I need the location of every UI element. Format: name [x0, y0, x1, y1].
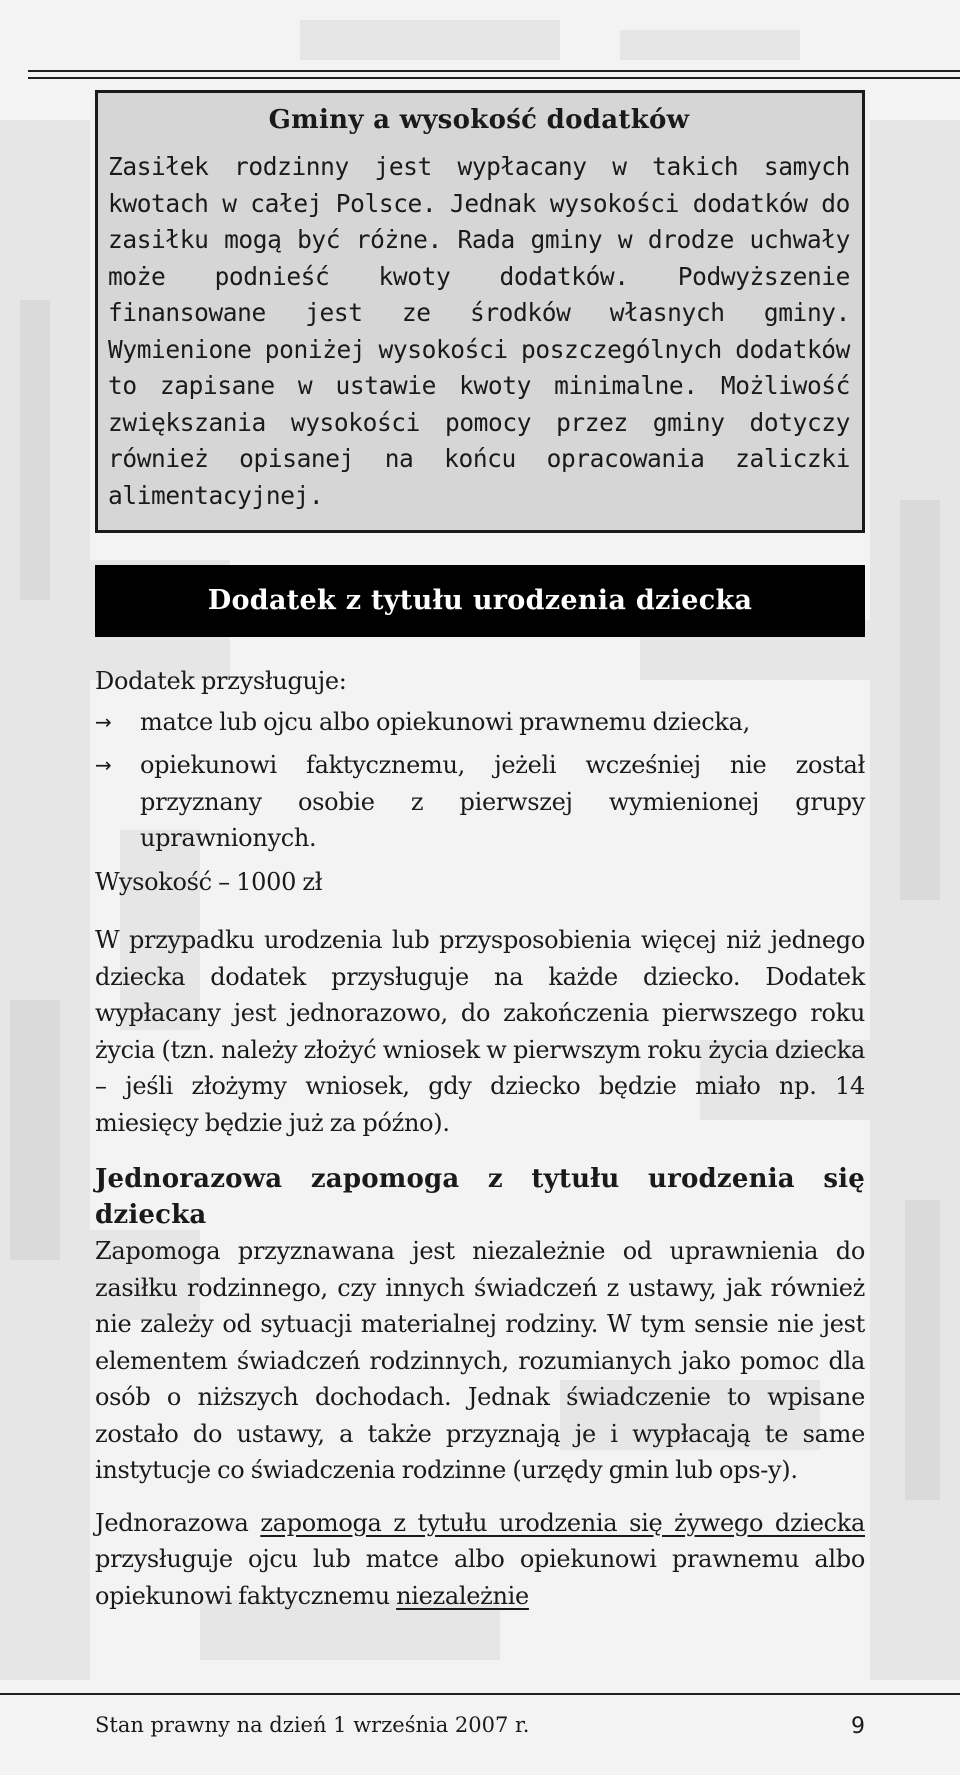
final-text-part2: przysługuje ojcu lub matce albo opiekunowi prawnemu albo opiekunowi faktycznemu — [95, 1545, 865, 1610]
info-box-title: Gminy a wysokość dodatków — [268, 105, 690, 135]
arrow-right-icon: → — [95, 753, 112, 777]
section-heading-bar: Dodatek z tytułu urodzenia dziecka — [95, 565, 865, 637]
page-number: 9 — [851, 1714, 865, 1739]
info-box-text: Zasiłek rodzinny jest wypłacany w takich samych kwotach w całej Polsce. Jednak wysokości dodatków do zasiłku mogą być różne. Rada gminy w drodze uchwały może podnieść kwoty dodatków. Podwyższenie finansowane jest ze środków własnych gminy. Wymienione poniżej wysokości poszczególnych dodatków to zapisane w ustawie kwoty minimalne. Możliwość zwiększania wysokości pomocy przez gminy dotyczy również opisanej na końcu opracowania zaliczki alimentacyjnej. — [108, 152, 850, 510]
amount-line: Wysokość – 1000 zł — [95, 867, 323, 896]
arrow-right-icon: → — [95, 709, 112, 734]
eligibility-list — [95, 704, 865, 857]
subsection-paragraph: Zapomoga przyznawana jest niezależnie od uprawnienia do zasiłku rodzinnego, czy innych świadczeń z ustawy, jak również nie zależy od sytuacji materialnej rodziny. W tym sensie nie jest elementem świadczeń rodzinnych, rozumianych jako pomoc dla osób o niższych dochodach. Jednak świadczenie to wpisane zostało do ustawy, a także przyznają je i wypłacają te same instytucje co świadczenia rodzinne (urzędy gmin lub ops-y). — [95, 1237, 865, 1484]
list-item-text: matce lub ojcu albo opiekunowi prawnemu dziecka, — [140, 707, 750, 736]
final-text-part1: Jednorazowa — [95, 1508, 261, 1537]
final-paragraph — [95, 1505, 865, 1615]
list-item — [95, 704, 865, 741]
list-item-text: opiekunowi faktycznemu, jeżeli wcześniej nie został przyznany osobie z pierwszej wymienionej grupy uprawnionych. — [140, 751, 865, 852]
footer-legal-status: Stan prawny na dzień 1 września 2007 r. — [95, 1713, 530, 1737]
underlined-phrase: zapomoga z tytułu urodzenia się żywego dziecka — [260, 1508, 865, 1537]
header-rule-top — [28, 70, 960, 72]
footer-rule — [0, 1693, 960, 1695]
underlined-word: niezależnie — [396, 1581, 529, 1610]
info-box — [95, 90, 865, 533]
section-paragraph: W przypadku urodzenia lub przysposobienia więcej niż jednego dziecka dodatek przysługuje na każde dziecko. Dodatek wypłacany jest jednorazowo, do zakończenia pierwszego roku życia (tzn. należy złożyć wniosek w pierwszym roku życia dziecka – jeśli złożymy wniosek, gdy dziecko będzie miało np. 14 miesięcy będzie już za późno). — [95, 926, 865, 1137]
page-content — [95, 90, 865, 1614]
eligibility-lead: Dodatek przysługuje: — [95, 667, 347, 695]
subsection-heading: Jednorazowa zapomoga z tytułu urodzenia się dziecka — [95, 1164, 865, 1230]
header-rule-bottom — [28, 77, 960, 79]
list-item — [95, 747, 865, 857]
